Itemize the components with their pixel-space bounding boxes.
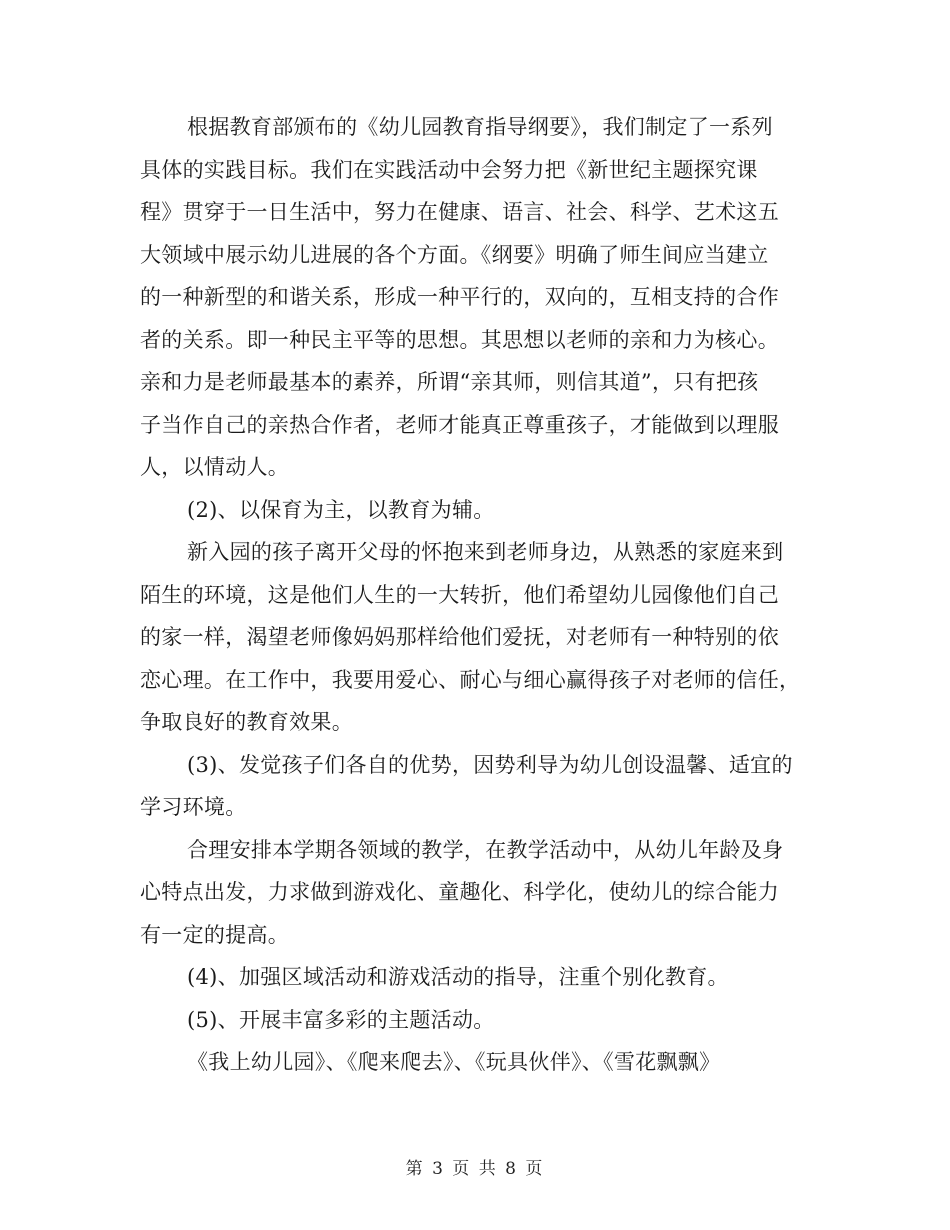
text-line: 陌生的环境，这是他们人生的一大转折，他们希望幼儿园像他们自己 [140,582,779,607]
text-line: 《我上幼儿园》、《爬来爬去》、《玩具伙伴》、《雪花飘飘》 [187,1050,721,1074]
text-line: 的家一样，渴望老师像妈妈那样给他们爱抚，对老师有一种特别的依 [140,625,779,649]
text-line: 根据教育部颁布的《幼儿园教育指导纲要》，我们制定了一系列 [187,115,773,139]
text-line: 程》贯穿于一日生活中，努力在健康、语言、社会、科学、艺术这五 [140,200,779,224]
text-line: 学习环境。 [140,795,247,819]
text-line: 恋心理。在工作中，我要用爱心、耐心与细心赢得孩子对老师的信任， [140,667,801,692]
text-line: 亲和力是老师最基本的素养，所谓“亲其师，则信其道”，只有把孩 [140,370,759,394]
text-line: 子当作自己的亲热合作者，老师才能真正尊重孩子，才能做到以理服 [140,412,779,437]
text-line: 者的关系。即一种民主平等的思想。其思想以老师的亲和力为核心。 [140,327,779,352]
text-line: (3)、发觉孩子们各自的优势，因势利导为幼儿创设温馨、适宜的 [187,752,793,777]
text-line: (2)、以保育为主，以教育为辅。 [187,497,495,522]
text-line: (5)、开展丰富多彩的主题活动。 [187,1007,495,1032]
page-number-footer: 第 3 页 共 8 页 [405,1159,545,1179]
text-line: 的一种新型的和谐关系，形成一种平行的，双向的，互相支持的合作 [140,285,779,309]
text-line: 争取良好的教育效果。 [140,710,353,734]
text-line: 人，以情动人。 [140,455,290,479]
text-line: (4)、加强区域活动和游戏活动的指导，注重个别化教育。 [187,965,729,989]
text-line: 大领域中展示幼儿进展的各个方面。《纲要》明确了师生间应当建立 [140,242,769,267]
document-body [140,106,808,1084]
text-line: 新入园的孩子离开父母的怀抱来到老师身边，从熟悉的家庭来到 [187,540,784,564]
text-line: 心特点出发，力求做到游戏化、童趣化、科学化，使幼儿的综合能力 [140,880,779,904]
text-line: 具体的实践目标。我们在实践活动中会努力把《新世纪主题探究课 [140,157,758,182]
text-line: 有一定的提高。 [140,922,290,947]
text-line: 合理安排本学期各领域的教学，在教学活动中，从幼儿年龄及身 [187,837,784,862]
